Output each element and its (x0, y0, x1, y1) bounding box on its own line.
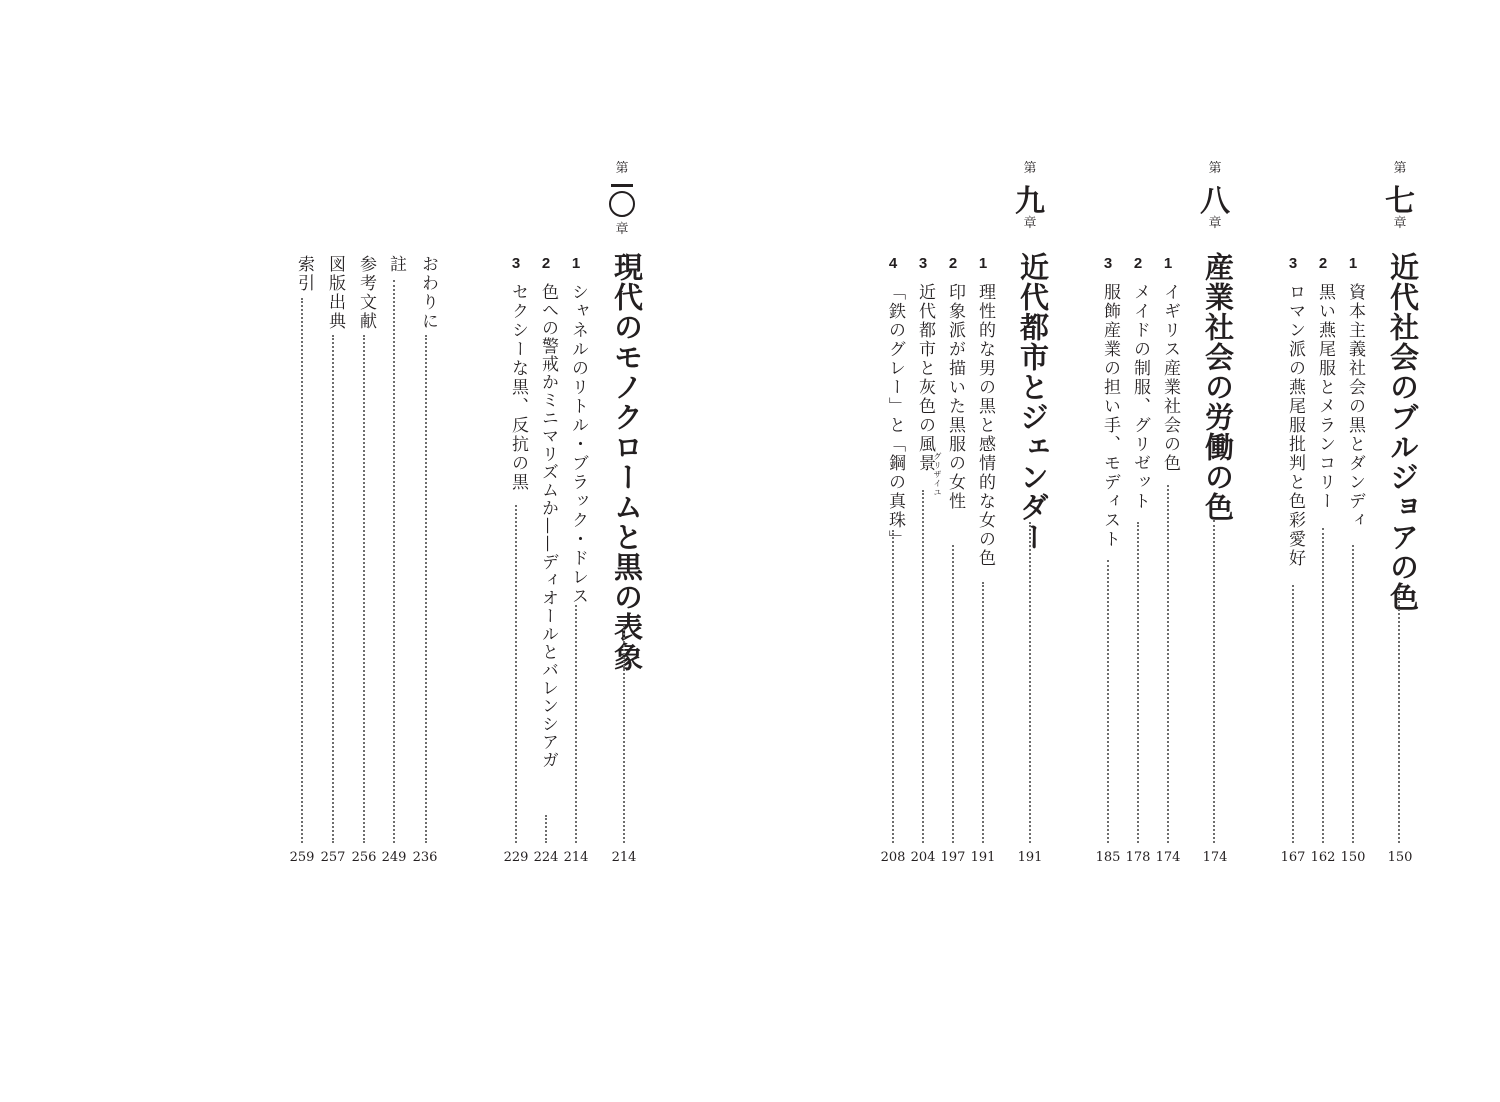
section-number: 3 (918, 255, 928, 272)
section-title: メイドの制服、グリゼット (1130, 283, 1150, 511)
chapter-suffix: 章 (1208, 216, 1222, 231)
chapter-suffix: 章 (615, 222, 629, 237)
section-title: 「鉄のグレー」と「鋼の真珠」 (885, 283, 905, 549)
chapter-number: 九 (1015, 184, 1045, 219)
dot-leader (623, 625, 625, 843)
dot-leader (1137, 522, 1139, 843)
section-number: 3 (1288, 255, 1298, 272)
section-title: 印象派が描いた黒服の女性 (945, 283, 965, 511)
dot-leader (1352, 545, 1354, 843)
dot-leader (515, 505, 517, 843)
page-number: 191 (1017, 850, 1043, 865)
backmatter-title: 参考文献 (356, 255, 376, 331)
dot-leader (301, 298, 303, 843)
page-number: 249 (381, 850, 407, 865)
section-number: 2 (541, 255, 551, 272)
section-number: 2 (948, 255, 958, 272)
chapter-number-ichi (611, 184, 633, 187)
chapter-title: 近代社会のブルジョアの色 (1386, 252, 1420, 612)
dot-leader (363, 335, 365, 843)
page-number: 208 (880, 850, 906, 865)
chapter-prefix: 第 (1208, 161, 1222, 176)
section-title: ロマン派の燕尾服批判と色彩愛好 (1285, 283, 1305, 568)
chapter-prefix: 第 (615, 161, 629, 176)
page-number: 229 (503, 850, 529, 865)
page-number: 224 (533, 850, 559, 865)
page-number: 214 (611, 850, 637, 865)
chapter-number-zero (609, 191, 635, 217)
chapter-suffix: 章 (1393, 216, 1407, 231)
dot-leader (922, 490, 924, 843)
page-number: 214 (563, 850, 589, 865)
page-number: 150 (1387, 850, 1413, 865)
section-number: 1 (1163, 255, 1173, 272)
page-number: 167 (1280, 850, 1306, 865)
dot-leader (1029, 522, 1031, 843)
page-number: 256 (351, 850, 377, 865)
dot-leader (575, 605, 577, 843)
page-number: 185 (1095, 850, 1121, 865)
section-title: 近代都市と灰色の風景 (915, 283, 935, 473)
chapter-prefix: 第 (1023, 161, 1037, 176)
backmatter-title: おわりに (418, 255, 438, 331)
page-number: 197 (940, 850, 966, 865)
section-title: 服飾産業の担い手、モディスト (1100, 283, 1120, 549)
page-number: 150 (1340, 850, 1366, 865)
section-number: 1 (571, 255, 581, 272)
dot-leader (332, 335, 334, 843)
backmatter-title: 索引 (294, 255, 314, 293)
dot-leader (892, 530, 894, 843)
section-number: 4 (888, 255, 898, 272)
section-number: 1 (1348, 255, 1358, 272)
page-number: 162 (1310, 850, 1336, 865)
section-number: 3 (511, 255, 521, 272)
section-title: 理性的な男の黒と感情的な女の色 (975, 283, 995, 568)
page-number: 178 (1125, 850, 1151, 865)
backmatter-title: 註 (386, 255, 406, 274)
dot-leader (545, 815, 547, 843)
section-title: 資本主義社会の黒とダンディ (1345, 283, 1365, 530)
page-number: 204 (910, 850, 936, 865)
dot-leader (1167, 485, 1169, 843)
chapter-title: 近代都市とジェンダー (1016, 252, 1050, 552)
chapter-prefix: 第 (1393, 161, 1407, 176)
section-title: セクシーな黒、反抗の黒 (508, 283, 528, 492)
dot-leader (1107, 560, 1109, 843)
page-number: 191 (970, 850, 996, 865)
page-number: 174 (1202, 850, 1228, 865)
dot-leader (1213, 520, 1215, 843)
dot-leader (952, 545, 954, 843)
ruby-annotation: グリザイユ (933, 452, 942, 497)
backmatter-title: 図版出典 (325, 255, 345, 331)
chapter-suffix: 章 (1023, 216, 1037, 231)
section-number: 2 (1318, 255, 1328, 272)
chapter-number: 八 (1200, 184, 1230, 219)
section-number: 1 (978, 255, 988, 272)
page-number: 174 (1155, 850, 1181, 865)
section-title: シャネルのリトル・ブラック・ドレス (568, 283, 588, 606)
dot-leader (1292, 585, 1294, 843)
section-number: 3 (1103, 255, 1113, 272)
dot-leader (982, 582, 984, 843)
section-number: 2 (1133, 255, 1143, 272)
dot-leader (1398, 588, 1400, 843)
section-title: 黒い燕尾服とメランコリー (1315, 283, 1335, 511)
page-number: 259 (289, 850, 315, 865)
chapter-title: 産業社会の労働の色 (1201, 252, 1235, 522)
page-number: 257 (320, 850, 346, 865)
section-title: 色への警戒かミニマリズムか——ディオールとバレンシアガ (538, 283, 558, 769)
dot-leader (1322, 528, 1324, 843)
dot-leader (425, 335, 427, 843)
chapter-title: 現代のモノクロームと黒の表象 (610, 252, 644, 672)
section-title: イギリス産業社会の色 (1160, 283, 1180, 473)
dot-leader (393, 280, 395, 843)
page-number: 236 (412, 850, 438, 865)
chapter-number: 七 (1385, 184, 1415, 219)
